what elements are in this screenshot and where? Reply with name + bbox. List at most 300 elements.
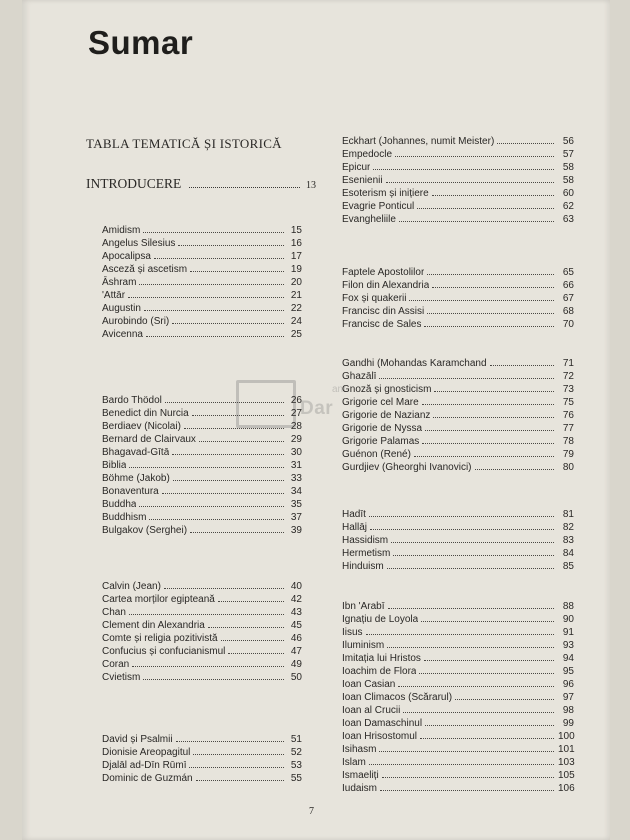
- toc-entry-label: Ibn 'Arabī: [342, 601, 385, 612]
- toc-entry-page: 34: [290, 486, 302, 497]
- toc-entry-page: 51: [290, 734, 302, 745]
- dot-leader: [178, 245, 284, 246]
- toc-entry-page: 90: [562, 614, 574, 625]
- dot-leader: [144, 310, 284, 311]
- toc-entry-label: Gurdjiev (Gheorghi Ivanovici): [342, 462, 472, 473]
- toc-entry-label: Iisus: [342, 627, 363, 638]
- toc-entry: [342, 187, 574, 200]
- toc-entry-label: Ioan Casian: [342, 679, 396, 690]
- toc-entry-page: 62: [562, 201, 574, 212]
- dot-leader: [403, 712, 554, 713]
- toc-entry: [342, 613, 574, 626]
- toc-entry-page: 16: [290, 238, 302, 249]
- toc-entry: [342, 730, 574, 743]
- toc-entry-page: 31: [290, 460, 302, 471]
- toc-entry: [102, 459, 302, 472]
- toc-entry-label: Hadīt: [342, 509, 366, 520]
- toc-entry-label: Bernard de Clairvaux: [102, 434, 196, 445]
- toc-entry-page: 79: [562, 449, 574, 460]
- toc-entry: [102, 619, 302, 632]
- toc-entry-label: Grigorie de Nyssa: [342, 423, 423, 434]
- toc-entry-label: Cvietism: [102, 672, 141, 683]
- toc-entry-page: 46: [290, 633, 302, 644]
- toc-entry-label: Ghazālī: [342, 371, 377, 382]
- toc-entry-label: Djalāl ad-Dīn Rūmī: [102, 760, 187, 771]
- toc-entry: [102, 250, 302, 263]
- dot-leader: [391, 542, 554, 543]
- toc-entry-label: Biblia: [102, 460, 127, 471]
- toc-entry-label: Coran: [102, 659, 130, 670]
- dot-leader: [143, 679, 284, 680]
- toc-entry-page: 47: [290, 646, 302, 657]
- dot-leader: [425, 725, 554, 726]
- toc-entry: [342, 717, 574, 730]
- toc-entry-page: 68: [562, 306, 574, 317]
- toc-entry-label: Aurobindo (Sri): [102, 316, 170, 327]
- toc-entry-label: Chan: [102, 607, 126, 618]
- toc-entry-label: Berdiaev (Nicolai): [102, 421, 181, 432]
- toc-entry-page: 84: [562, 548, 574, 559]
- toc-entry-label: Cartea morților egipteană: [102, 594, 215, 605]
- toc-entry: [342, 409, 574, 422]
- toc-entry: [102, 645, 302, 658]
- dot-leader: [475, 469, 555, 470]
- toc-entry-label: Ignațiu de Loyola: [342, 614, 419, 625]
- right-entry-group: [342, 600, 574, 795]
- toc-entry: [342, 148, 574, 161]
- dot-leader: [196, 780, 284, 781]
- dot-leader: [165, 402, 284, 403]
- dot-leader: [139, 506, 284, 507]
- toc-entry-label: Esenienii: [342, 175, 383, 186]
- toc-entry-label: Asceză și ascetism: [102, 264, 188, 275]
- toc-entry: [102, 485, 302, 498]
- toc-entry-page: 77: [562, 423, 574, 434]
- dot-leader: [497, 143, 554, 144]
- toc-entry: [342, 560, 574, 573]
- watermark-text: Dar: [300, 398, 334, 419]
- toc-entry-label: Augustin: [102, 303, 141, 314]
- toc-entry: [342, 521, 574, 534]
- dot-leader: [409, 300, 554, 301]
- toc-entry-page: 37: [290, 512, 302, 523]
- toc-entry-label: Confucius și confucianismul: [102, 646, 226, 657]
- toc-entry: [342, 534, 574, 547]
- dot-leader: [427, 313, 554, 314]
- toc-entry-label: Avicenna: [102, 329, 143, 340]
- toc-entry: [342, 508, 574, 521]
- dot-leader: [421, 621, 554, 622]
- toc-entry-page: 106: [558, 783, 575, 794]
- toc-entry-page: 29: [290, 434, 302, 445]
- toc-entry-label: Grigorie Palamas: [342, 436, 420, 447]
- dot-leader: [419, 673, 554, 674]
- dot-leader: [199, 441, 284, 442]
- toc-entry-page: 27: [290, 408, 302, 419]
- toc-entry-label: Ioachim de Flora: [342, 666, 417, 677]
- dot-leader: [173, 480, 284, 481]
- toc-entry: [342, 200, 574, 213]
- toc-entry-page: 76: [562, 410, 574, 421]
- toc-entry-label: Faptele Apostolilor: [342, 267, 425, 278]
- toc-entry: [102, 328, 302, 341]
- dot-leader: [176, 741, 284, 742]
- intro-label: INTRODUCERE: [86, 176, 182, 191]
- toc-entry-page: 26: [290, 395, 302, 406]
- dot-leader: [366, 634, 554, 635]
- toc-entry: [102, 302, 302, 315]
- dot-leader: [382, 777, 554, 778]
- toc-entry: [102, 472, 302, 485]
- toc-entry-label: Filon din Alexandria: [342, 280, 430, 291]
- toc-entry: [102, 407, 302, 420]
- toc-entry-page: 65: [562, 267, 574, 278]
- toc-entry: [342, 213, 574, 226]
- toc-entry-label: Bulgakov (Serghei): [102, 525, 188, 536]
- toc-entry: [342, 743, 574, 756]
- dot-leader: [424, 660, 554, 661]
- toc-entry-label: Francisc din Assisi: [342, 306, 425, 317]
- toc-entry-label: Empedocle: [342, 149, 393, 160]
- toc-entry-page: 58: [562, 175, 574, 186]
- toc-entry-page: 91: [562, 627, 574, 638]
- toc-entry-page: 35: [290, 499, 302, 510]
- page-number: 7: [309, 806, 314, 817]
- toc-entry-label: Āshram: [102, 277, 137, 288]
- dot-leader: [189, 767, 284, 768]
- dot-leader: [190, 532, 284, 533]
- dot-leader: [189, 187, 300, 188]
- toc-entry-page: 57: [562, 149, 574, 160]
- dot-leader: [432, 195, 554, 196]
- toc-entry-page: 42: [290, 594, 302, 605]
- toc-entry-label: Imitația lui Hristos: [342, 653, 421, 664]
- toc-entry: [342, 639, 574, 652]
- toc-entry: [342, 161, 574, 174]
- toc-entry-page: 81: [562, 509, 574, 520]
- toc-entry-label: Dionisie Areopagitul: [102, 747, 191, 758]
- toc-entry-page: 101: [558, 744, 575, 755]
- toc-entry-label: Iudaism: [342, 783, 378, 794]
- toc-entry: [342, 626, 574, 639]
- dot-leader: [149, 519, 284, 520]
- toc-entry-page: 55: [290, 773, 302, 784]
- left-entry-group: [102, 224, 302, 341]
- toc-entry: [342, 174, 574, 187]
- left-entry-group: [102, 733, 302, 785]
- dot-leader: [393, 555, 554, 556]
- dot-leader: [192, 415, 284, 416]
- toc-entry-page: 66: [562, 280, 574, 291]
- toc-entry-label: Bhagavad-Gītā: [102, 447, 170, 458]
- toc-entry: [102, 606, 302, 619]
- toc-entry-label: Eckhart (Johannes, numit Meister): [342, 136, 495, 147]
- toc-entry-page: 39: [290, 525, 302, 536]
- dot-leader: [193, 754, 284, 755]
- toc-entry-label: Hassidism: [342, 535, 389, 546]
- toc-entry: [102, 759, 302, 772]
- toc-entry-page: 88: [562, 601, 574, 612]
- toc-entry-page: 67: [562, 293, 574, 304]
- toc-entry: [342, 769, 574, 782]
- toc-entry-page: 93: [562, 640, 574, 651]
- right-entry-group: [342, 266, 574, 331]
- dot-leader: [221, 640, 284, 641]
- toc-entry: [102, 671, 302, 684]
- toc-entry-page: 103: [558, 757, 575, 768]
- toc-entry-label: Buddhism: [102, 512, 147, 523]
- dot-leader: [172, 323, 284, 324]
- toc-entry: [342, 704, 574, 717]
- toc-entry: [342, 600, 574, 613]
- toc-entry-label: Angelus Silesius: [102, 238, 176, 249]
- toc-entry: [342, 448, 574, 461]
- toc-entry: [102, 632, 302, 645]
- toc-entry-label: Grigorie de Nazianz: [342, 410, 431, 421]
- dot-leader: [379, 751, 554, 752]
- toc-entry-page: 53: [290, 760, 302, 771]
- toc-entry-page: 75: [562, 397, 574, 408]
- dot-leader: [143, 232, 284, 233]
- toc-entry: [102, 263, 302, 276]
- toc-entry-label: Apocalipsa: [102, 251, 151, 262]
- toc-entry-page: 49: [290, 659, 302, 670]
- toc-entry-label: Benedict din Nurcia: [102, 408, 189, 419]
- toc-entry-page: 45: [290, 620, 302, 631]
- toc-entry: [102, 772, 302, 785]
- toc-entry: [102, 580, 302, 593]
- dot-leader: [228, 653, 284, 654]
- toc-entry-page: 60: [562, 188, 574, 199]
- toc-entry: [342, 691, 574, 704]
- toc-entry-page: 83: [562, 535, 574, 546]
- toc-entry-page: 80: [562, 462, 574, 473]
- toc-entry-label: Ioan Damaschinul: [342, 718, 423, 729]
- dot-leader: [208, 627, 284, 628]
- toc-entry-page: 21: [290, 290, 302, 301]
- toc-entry: [342, 357, 574, 370]
- toc-entry-label: Iluminism: [342, 640, 385, 651]
- toc-entry-page: 20: [290, 277, 302, 288]
- toc-entry: [102, 433, 302, 446]
- toc-entry-label: Evangheliile: [342, 214, 396, 225]
- toc-entry-page: 25: [290, 329, 302, 340]
- toc-entry-label: Hermetism: [342, 548, 391, 559]
- toc-entry: [102, 733, 302, 746]
- toc-entry-page: 82: [562, 522, 574, 533]
- toc-entry-page: 99: [562, 718, 574, 729]
- toc-entry-label: David și Psalmii: [102, 734, 173, 745]
- toc-entry: [102, 276, 302, 289]
- left-entry-group: [102, 580, 302, 684]
- toc-entry-label: Islam: [342, 757, 366, 768]
- toc-entry-page: 96: [562, 679, 574, 690]
- toc-entry-page: 70: [562, 319, 574, 330]
- dot-leader: [455, 699, 554, 700]
- right-entry-group: [342, 508, 574, 573]
- toc-entry: [342, 396, 574, 409]
- toc-entry-label: Calvin (Jean): [102, 581, 161, 592]
- toc-entry-label: Ioan Hrisostomul: [342, 731, 418, 742]
- dot-leader: [387, 647, 554, 648]
- toc-entry: [102, 746, 302, 759]
- toc-entry-page: 43: [290, 607, 302, 618]
- toc-entry-label: 'Attār: [102, 290, 126, 301]
- toc-entry-label: Ioan Climacos (Scărarul): [342, 692, 453, 703]
- dot-leader: [387, 568, 554, 569]
- toc-entry: [102, 394, 302, 407]
- toc-entry-page: 19: [290, 264, 302, 275]
- dot-leader: [184, 428, 284, 429]
- toc-entry: [342, 435, 574, 448]
- dot-leader: [164, 588, 284, 589]
- toc-entry: [102, 420, 302, 433]
- dot-leader: [146, 336, 284, 337]
- toc-entry-label: Ioan al Crucii: [342, 705, 401, 716]
- dot-leader: [139, 284, 284, 285]
- toc-entry-page: 73: [562, 384, 574, 395]
- toc-entry-label: Grigorie cel Mare: [342, 397, 419, 408]
- toc-entry-label: Hinduism: [342, 561, 384, 572]
- dot-leader: [422, 443, 554, 444]
- dot-leader: [434, 391, 554, 392]
- toc-entry-label: Dominic de Guzmán: [102, 773, 193, 784]
- toc-entry-page: 95: [562, 666, 574, 677]
- dot-leader: [172, 454, 284, 455]
- toc-entry-label: Ismaeliți: [342, 770, 379, 781]
- dot-leader: [395, 156, 554, 157]
- dot-leader: [414, 456, 554, 457]
- dot-leader: [380, 790, 554, 791]
- toc-entry: [342, 665, 574, 678]
- toc-entry-page: 52: [290, 747, 302, 758]
- toc-entry-label: Böhme (Jakob): [102, 473, 170, 484]
- right-entry-group: [342, 357, 574, 474]
- toc-entry: [102, 237, 302, 250]
- toc-entry-page: 78: [562, 436, 574, 447]
- toc-entry: [342, 678, 574, 691]
- toc-entry-page: 40: [290, 581, 302, 592]
- toc-entry-label: Esoterism și inițiere: [342, 188, 429, 199]
- dot-leader: [218, 601, 284, 602]
- toc-entry-page: 33: [290, 473, 302, 484]
- dot-leader: [388, 608, 555, 609]
- dot-leader: [369, 764, 554, 765]
- dot-leader: [129, 614, 284, 615]
- toc-entry-label: Bardo Thödol: [102, 395, 162, 406]
- dot-leader: [386, 182, 554, 183]
- section-heading: TABLA TEMATICĂ ȘI ISTORICĂ: [86, 136, 282, 151]
- toc-entry: [342, 266, 574, 279]
- dot-leader: [129, 467, 284, 468]
- toc-entry: [102, 446, 302, 459]
- dot-leader: [373, 169, 554, 170]
- dot-leader: [433, 417, 554, 418]
- toc-entry: [342, 292, 574, 305]
- toc-entry-page: 30: [290, 447, 302, 458]
- dot-leader: [154, 258, 284, 259]
- toc-entry-page: 72: [562, 371, 574, 382]
- toc-entry-label: Comte și religia pozitivistă: [102, 633, 218, 644]
- toc-entry-page: 56: [562, 136, 574, 147]
- dot-leader: [162, 493, 284, 494]
- toc-entry: [342, 305, 574, 318]
- toc-entry-label: Gandhi (Mohandas Karamchand: [342, 358, 487, 369]
- dot-leader: [190, 271, 284, 272]
- toc-entry-page: 98: [562, 705, 574, 716]
- toc-entry: [342, 461, 574, 474]
- dot-leader: [432, 287, 554, 288]
- toc-entry-label: Isihasm: [342, 744, 377, 755]
- dot-leader: [420, 738, 554, 739]
- toc-entry-label: Fox și quakerii: [342, 293, 407, 304]
- toc-entry-page: 100: [558, 731, 575, 742]
- toc-entry: [342, 370, 574, 383]
- toc-entry-label: Guénon (René): [342, 449, 411, 460]
- toc-entry: [342, 652, 574, 665]
- toc-entry-label: Gnoză și gnosticism: [342, 384, 432, 395]
- dot-leader: [399, 221, 554, 222]
- toc-entry: [102, 315, 302, 328]
- toc-entry: [342, 756, 574, 769]
- toc-entry: [342, 279, 574, 292]
- toc-entry-label: Hallāj: [342, 522, 368, 533]
- dot-leader: [417, 208, 554, 209]
- right-entry-group: [342, 135, 574, 226]
- left-entry-group: [102, 394, 302, 537]
- dot-leader: [424, 326, 554, 327]
- toc-entry-label: Bonaventura: [102, 486, 159, 497]
- toc-entry: [102, 593, 302, 606]
- toc-entry: [342, 547, 574, 560]
- dot-leader: [422, 404, 554, 405]
- toc-entry: [342, 318, 574, 331]
- dot-leader: [425, 430, 554, 431]
- toc-entry-label: Francisc de Sales: [342, 319, 422, 330]
- toc-entry-page: 94: [562, 653, 574, 664]
- toc-entry-page: 58: [562, 162, 574, 173]
- toc-entry-label: Buddha: [102, 499, 137, 510]
- toc-entry-label: Epicur: [342, 162, 371, 173]
- toc-entry: [342, 422, 574, 435]
- toc-entry-label: Clement din Alexandria: [102, 620, 205, 631]
- toc-entry-page: 22: [290, 303, 302, 314]
- toc-entry-page: 85: [562, 561, 574, 572]
- dot-leader: [398, 686, 554, 687]
- toc-entry-page: 71: [562, 358, 574, 369]
- dot-leader: [132, 666, 284, 667]
- dot-leader: [128, 297, 284, 298]
- dot-leader: [369, 516, 554, 517]
- dot-leader: [490, 365, 554, 366]
- toc-entry-page: 105: [558, 770, 575, 781]
- toc-entry: [342, 383, 574, 396]
- toc-entry: [102, 498, 302, 511]
- toc-entry-page: 24: [290, 316, 302, 327]
- toc-entry: [102, 224, 302, 237]
- toc-entry-page: 97: [562, 692, 574, 703]
- toc-entry: [102, 289, 302, 302]
- toc-entry-page: 17: [290, 251, 302, 262]
- intro-page: 13: [306, 180, 316, 191]
- toc-entry-page: 28: [290, 421, 302, 432]
- toc-entry-page: 63: [562, 214, 574, 225]
- toc-entry: [342, 135, 574, 148]
- dot-leader: [370, 529, 554, 530]
- watermark-small-text: ant: [332, 384, 346, 395]
- toc-entry-page: 50: [290, 672, 302, 683]
- intro-entry: [86, 176, 316, 192]
